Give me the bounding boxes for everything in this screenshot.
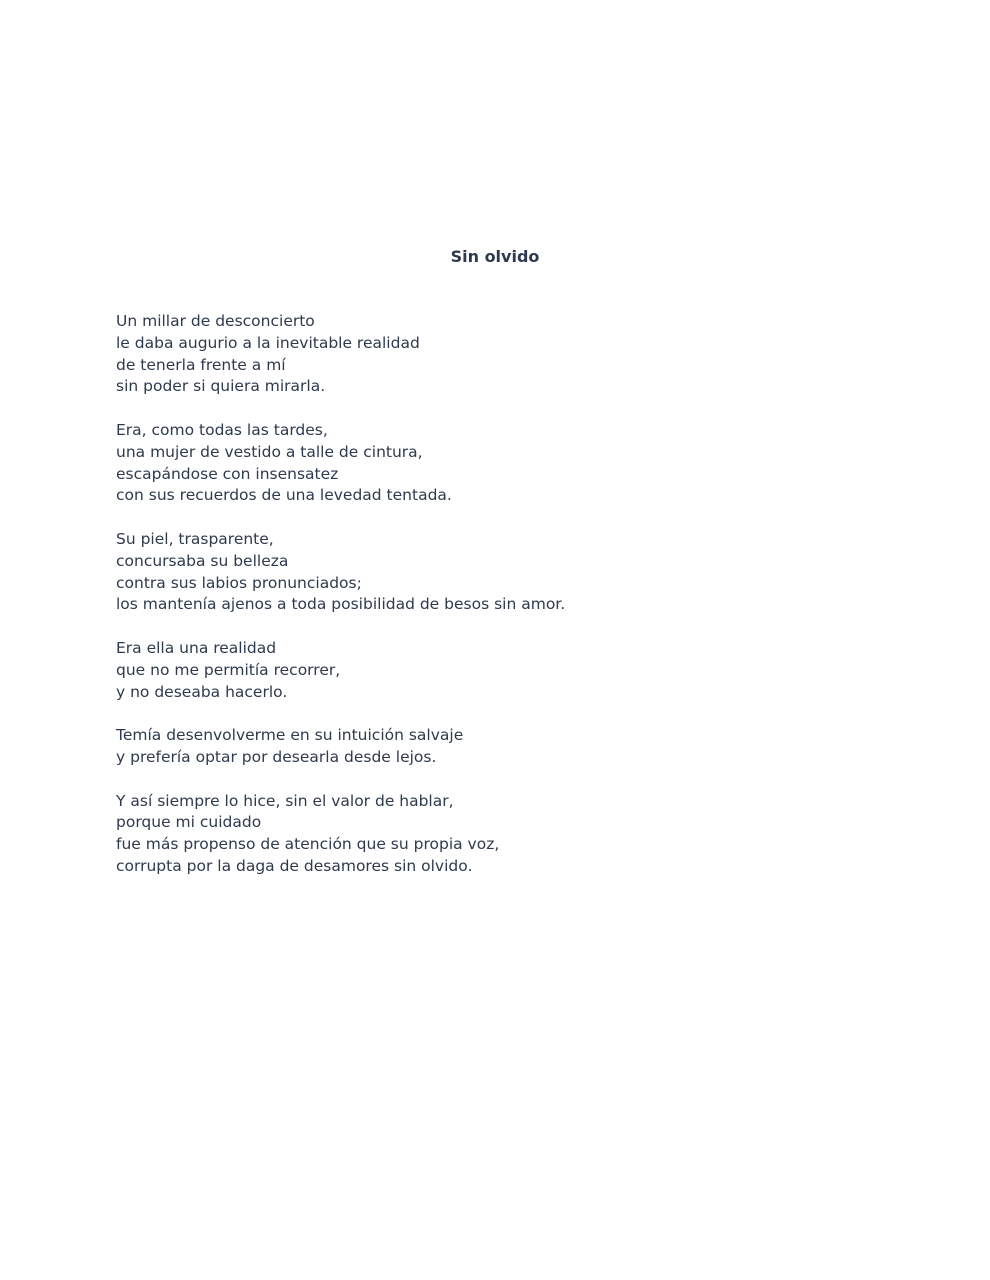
stanza <box>116 311 896 398</box>
stanza <box>116 529 896 616</box>
stanza <box>116 638 896 703</box>
poem-line: una mujer de vestido a talle de cintura, <box>116 442 423 461</box>
poem-line: le daba augurio a la inevitable realidad <box>116 333 420 352</box>
poem-line: Su piel, trasparente, <box>116 529 274 548</box>
poem-line: Era ella una realidad <box>116 638 277 657</box>
poem-line: Temía desenvolverme en su intuición salvaje <box>116 726 464 745</box>
poem-line: Era, como todas las tardes, <box>116 420 328 439</box>
poem-line: contra sus labios pronunciados; <box>116 573 362 592</box>
stanza <box>116 725 896 769</box>
poem-title: Sin olvido <box>450 247 540 266</box>
stanza <box>116 791 896 878</box>
poem-line: porque mi cuidado <box>116 813 262 832</box>
poem-line: y prefería optar por desearla desde lejos. <box>116 747 437 766</box>
poem-line: Un millar de desconcierto <box>116 312 315 330</box>
poem-line: los mantenía ajenos a toda posibilidad de besos sin amor. <box>116 595 566 614</box>
poem-line: y no deseaba hacerlo. <box>116 682 288 701</box>
poem-line: sin poder si quiera mirarla. <box>116 377 326 396</box>
poem-line: fue más propenso de atención que su propia voz, <box>116 835 500 854</box>
poem-line: que no me permitía recorrer, <box>116 660 341 679</box>
poem-line: escapándose con insensatez <box>116 464 339 483</box>
poem-body <box>116 311 896 900</box>
poem-line: con sus recuerdos de una levedad tentada. <box>116 486 452 505</box>
poem-line: corrupta por la daga de desamores sin olvido. <box>116 856 473 875</box>
poem-line: concursaba su belleza <box>116 551 289 570</box>
poem-line: de tenerla frente a mí <box>116 355 286 374</box>
poem-line: Y así siempre lo hice, sin el valor de hablar, <box>116 791 454 810</box>
stanza <box>116 420 896 507</box>
